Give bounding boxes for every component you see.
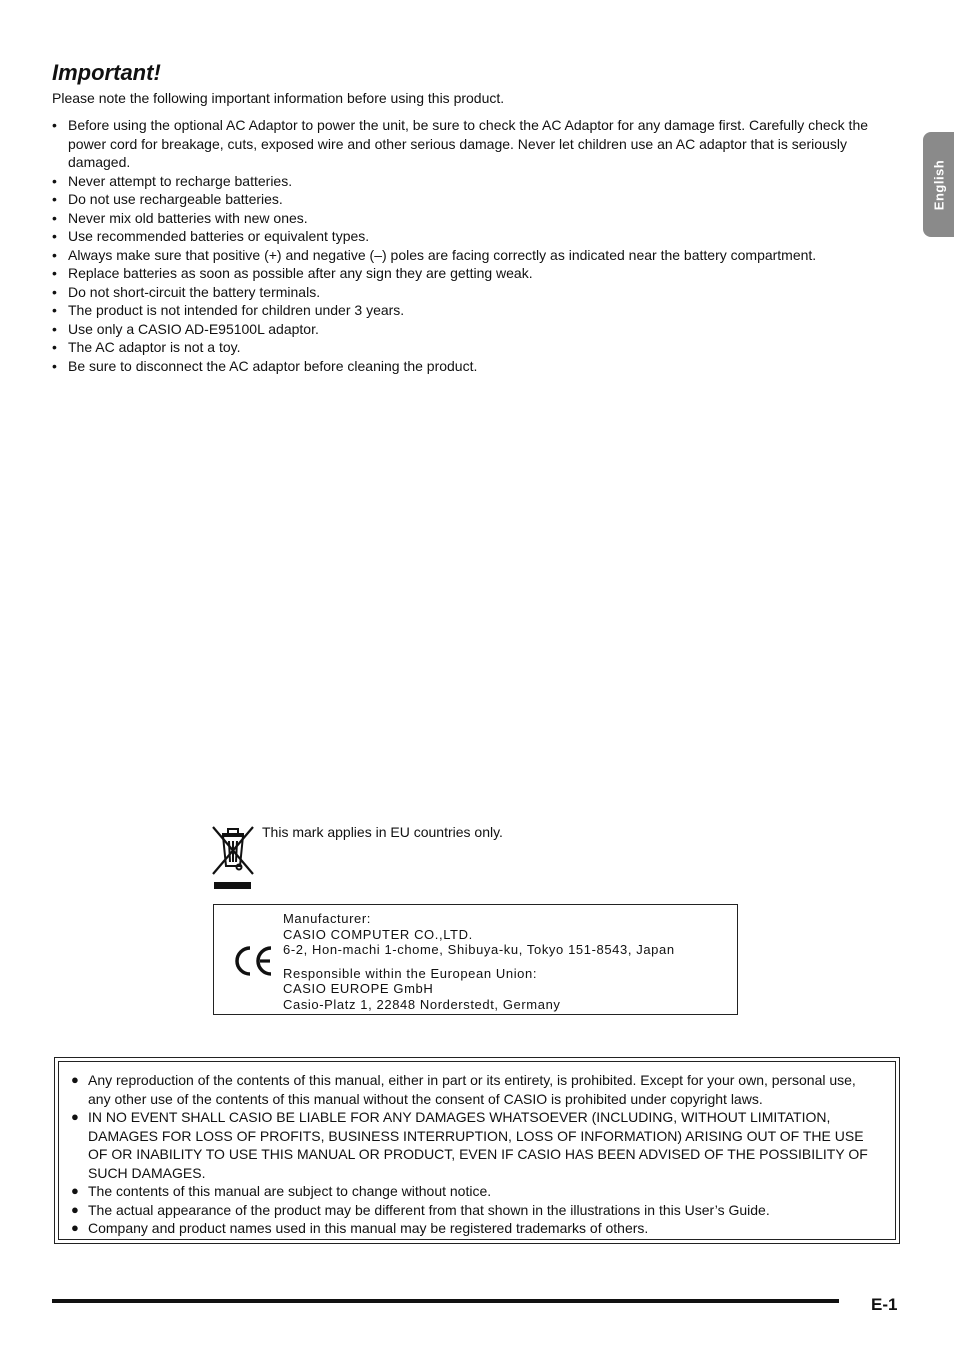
manufacturer-label: Manufacturer: <box>283 911 372 926</box>
eu-representative-label: Responsible within the European Union: <box>283 965 538 981</box>
precautions-list <box>52 116 900 375</box>
list-item: • Never mix old batteries with new ones. <box>52 209 900 228</box>
list-item: ● IN NO EVENT SHALL CASIO BE LIABLE FOR ANY DAMAGES WHATSOEVER (INCLUDING, WITHOUT LIMITATION, DAMAGES FOR LOSS OF PROFITS, BUSINESS INTERRUPTION, LOSS OF INFORMATION) ARISING OUT OF THE USE OF OR INABILITY TO USE THIS MANUAL OR PRODUCT, EVEN IF CASIO HAS BEEN ADVISED OF THE POSSIBILITY OF SUCH DAMAGES. <box>88 1108 881 1182</box>
list-item: • Always make sure that positive (+) and negative (–) poles are facing correctly as indicated near the battery compartment. <box>52 246 900 265</box>
list-item: ● The actual appearance of the product may be different from that shown in the illustrations in this User’s Guide. <box>88 1201 881 1220</box>
list-item: • Replace batteries as soon as possible after any sign they are getting weak. <box>52 264 900 283</box>
legal-notice-box <box>54 1057 900 1244</box>
page-title: Important! <box>52 60 161 85</box>
list-item: • Before using the optional AC Adaptor to power the unit, be sure to check the AC Adaptor for any damage first. Carefully check the power cord for breakage, cuts, exposed wire and other serious damage. Never let children use an AC adaptor that is seriously damaged. <box>52 116 900 172</box>
list-item: • Never attempt to recharge batteries. <box>52 172 900 191</box>
language-tab <box>923 132 954 237</box>
footer-divider <box>52 1299 839 1303</box>
eu-representative-address: Casio-Platz 1, 22848 Norderstedt, Germany <box>283 996 561 1012</box>
list-item: • The product is not intended for children under 3 years. <box>52 301 900 320</box>
list-item: ● Any reproduction of the contents of this manual, either in part or its entirety, is prohibited. Except for your own, personal use, any other use of the contents of this manual without the consent of CASIO is prohibited under copyright laws. <box>88 1071 881 1108</box>
list-item: • Do not short-circuit the battery terminals. <box>52 283 900 302</box>
page-number: E-1 <box>871 1295 898 1314</box>
intro-text: Please note the following important information before using this product. <box>52 90 505 106</box>
list-item: • Use recommended batteries or equivalent types. <box>52 227 900 246</box>
manufacturer-info-box <box>213 904 738 1015</box>
legal-notice-frame <box>58 1061 896 1240</box>
eu-mark-note: This mark applies in EU countries only. <box>262 824 503 840</box>
manufacturer-name: CASIO COMPUTER CO.,LTD. <box>283 926 473 942</box>
legal-notice-list <box>59 1062 895 1238</box>
crossed-bin-icon <box>210 824 256 892</box>
list-item: ● The contents of this manual are subject to change without notice. <box>88 1182 881 1201</box>
list-item: ● Company and product names used in this manual may be registered trademarks of others. <box>88 1219 881 1238</box>
list-item: • Use only a CASIO AD-E95100L adaptor. <box>52 320 900 339</box>
list-item: • Be sure to disconnect the AC adaptor before cleaning the product. <box>52 357 900 376</box>
list-item: • Do not use rechargeable batteries. <box>52 190 900 209</box>
manufacturer-address: 6-2, Hon-machi 1-chome, Shibuya-ku, Tokyo 151-8543, Japan <box>283 942 675 957</box>
list-item: • The AC adaptor is not a toy. <box>52 338 900 357</box>
manufacturer-details <box>283 911 675 1012</box>
ce-mark-icon <box>234 945 274 977</box>
eu-representative-name: CASIO EUROPE GmbH <box>283 981 434 996</box>
language-tab-label: English <box>931 159 946 210</box>
